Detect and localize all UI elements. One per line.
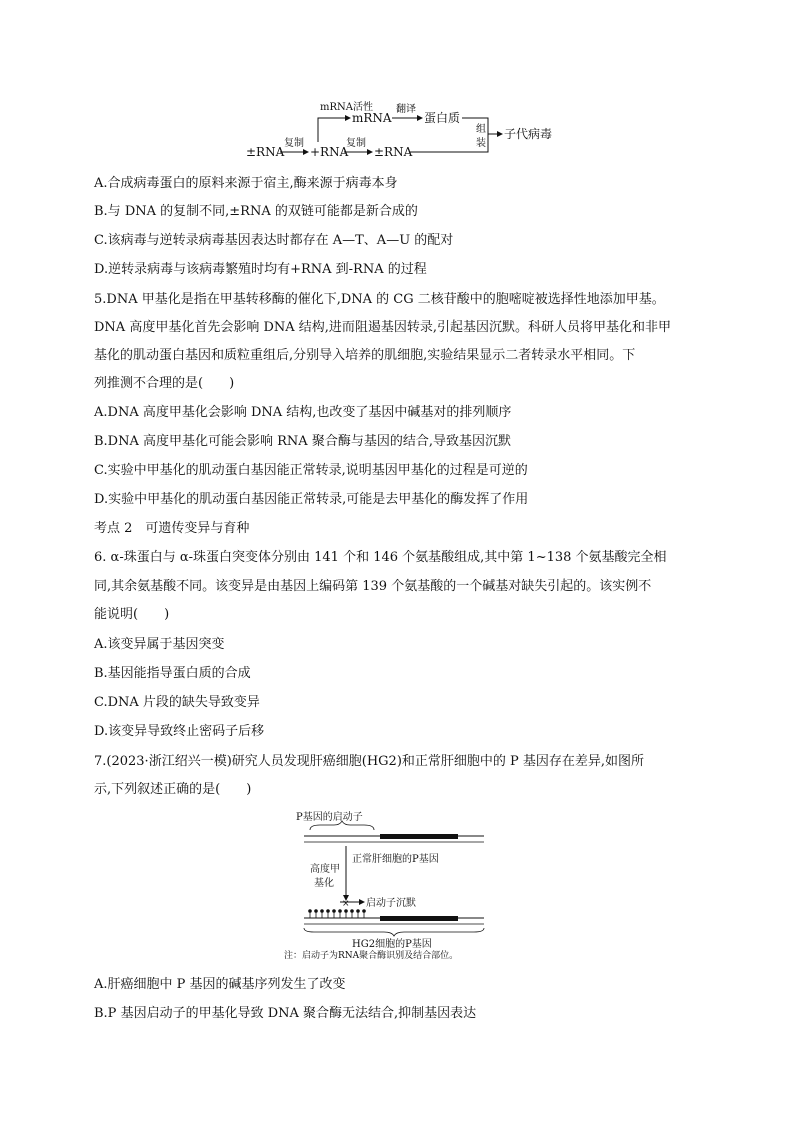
q5-stem-1: 5.DNA 甲基化是指在甲基转移酶的催化下,DNA 的 CG 二核苷酸中的胞嘧啶被选择性地添加甲基。	[94, 292, 665, 307]
figure-note: 注：启动子为RNA聚合酶识别及结合部位。	[284, 951, 459, 960]
offspring-label: 子代病毒	[504, 127, 553, 141]
hg2-brace	[304, 928, 484, 936]
q4-option-b: B.与 DNA 的复制不同,±RNA 的双链可能都是新合成的	[94, 204, 418, 219]
pm-rna-label-2: ±RNA	[374, 145, 413, 159]
q6-stem-1: 6. α-珠蛋白与 α-珠蛋白突变体分别由 141 个和 146 个氨基酸组成,其中第 1~138 个氨基酸完全相	[94, 550, 667, 565]
q6-stem-2: 同,其余氨基酸不同。该变异是由基因上编码第 139 个氨基酸的一个碱基对缺失引起的。该实例不	[94, 579, 652, 594]
mrna-label: mRNA	[352, 111, 392, 125]
q6-stem-3: 能说明( )	[94, 607, 170, 622]
normal-gene-label: 正常肝细胞的P基因	[352, 854, 439, 865]
q5-stem-4: 列推测不合理的是( )	[94, 376, 235, 391]
plus-rna-label: +RNA	[310, 145, 349, 159]
promoter-label: P基因的启动子	[296, 812, 363, 823]
q5-option-c: C.实验中甲基化的肌动蛋白基因能正常转录,说明基因甲基化的过程是可逆的	[94, 463, 528, 478]
assemble-label-1: 组	[476, 124, 486, 135]
section-heading: 考点 2 可遗传变异与育种	[94, 521, 250, 536]
silence-label: 启动子沉默	[366, 898, 416, 909]
blocked-icon: ×	[342, 899, 350, 909]
q5-option-b: B.DNA 高度甲基化可能会影响 RNA 聚合酶与基因的结合,导致基因沉默	[94, 434, 511, 449]
q6-option-d: D.该变异导致终止密码子后移	[94, 724, 265, 739]
normal-gene-block	[380, 834, 458, 839]
q5-stem-3: 基化的肌动蛋白基因和质粒重组后,分别导入培养的肌细胞,实验结果显示二者转录水平相同。下	[94, 348, 636, 363]
methyl-groups	[308, 909, 366, 918]
q5-option-a: A.DNA 高度甲基化会影响 DNA 结构,也改变了基因中碱基对的排列顺序	[94, 405, 512, 420]
hg2-gene-label: HG2细胞的P基因	[352, 939, 432, 950]
p-gene-diagram	[280, 808, 520, 960]
q6-option-a: A.该变异属于基因突变	[94, 637, 225, 652]
virus-replication-diagram	[240, 96, 560, 162]
copy-label-1: 复制	[284, 138, 304, 149]
q7-option-b: B.P 基因启动子的甲基化导致 DNA 聚合酶无法结合,抑制基因表达	[94, 1006, 477, 1021]
translate-label: 翻译	[396, 104, 416, 115]
assemble-label-2: 装	[476, 138, 486, 149]
q6-option-b: B.基因能指导蛋白质的合成	[94, 666, 251, 681]
q5-option-d: D.实验中甲基化的肌动蛋白基因能正常转录,可能是去甲基化的酶发挥了作用	[94, 492, 529, 507]
q7-option-a: A.肝癌细胞中 P 基因的碱基序列发生了改变	[94, 977, 346, 992]
q7-stem-1: 7.(2023·浙江绍兴一模)研究人员发现肝癌细胞(HG2)和正常肝细胞中的 P 基因存在差异,如图所	[94, 754, 645, 769]
mrna-active-label: mRNA活性	[320, 102, 373, 113]
copy-label-2: 复制	[346, 138, 366, 149]
hg2-gene-block	[380, 916, 458, 921]
q4-option-d: D.逆转录病毒与该病毒繁殖时均有+RNA 到-RNA 的过程	[94, 262, 427, 277]
q4-option-c: C.该病毒与逆转录病毒基因表达时都存在 A—T、A—U 的配对	[94, 233, 454, 248]
protein-label: 蛋白质	[424, 111, 461, 125]
methylation-label-2: 基化	[314, 878, 334, 889]
q5-stem-2: DNA 高度甲基化首先会影响 DNA 结构,进而阻遏基因转录,引起基因沉默。科研人员将甲基化和非甲	[94, 320, 672, 335]
q7-stem-2: 示,下列叙述正确的是( )	[94, 782, 252, 797]
methylation-label-1: 高度甲	[310, 864, 340, 875]
pm-rna-label: ±RNA	[246, 145, 285, 159]
q6-option-c: C.DNA 片段的缺失导致变异	[94, 695, 260, 710]
q4-option-a: A.合成病毒蛋白的原料来源于宿主,酶来源于病毒本身	[94, 176, 398, 191]
